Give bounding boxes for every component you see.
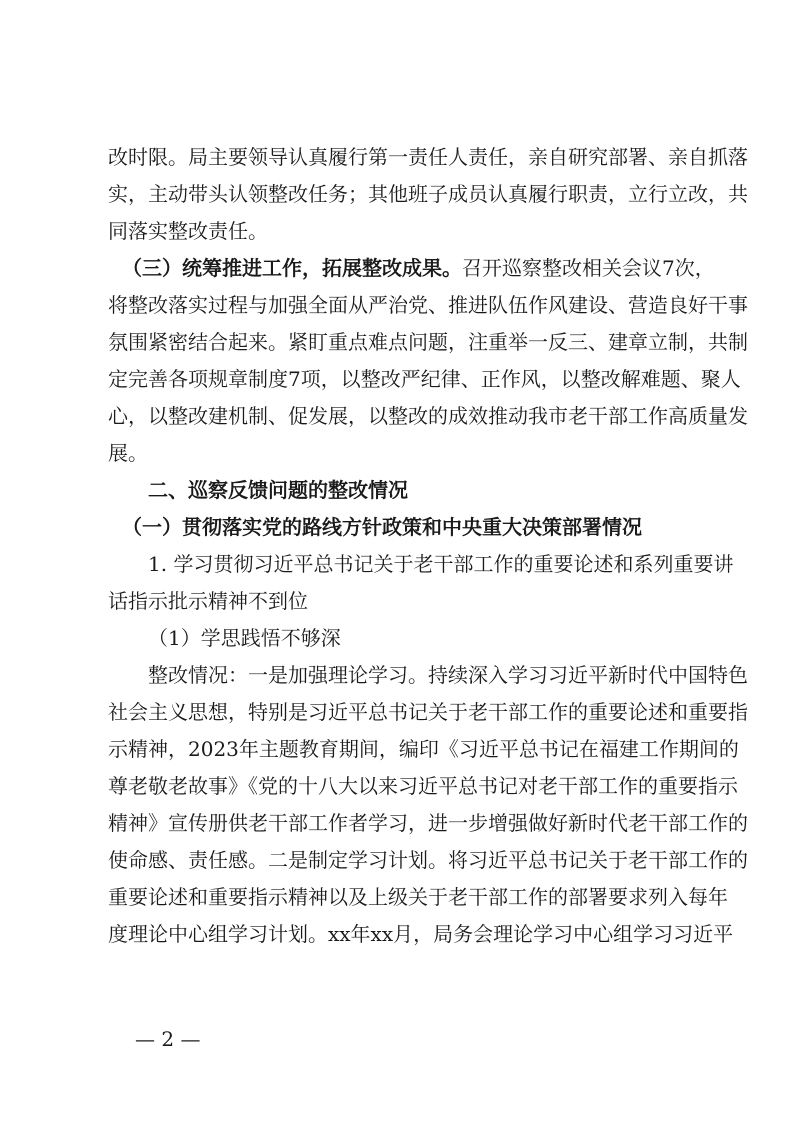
body-text-line: 示精神，2023年主题教育期间，编印《习近平总书记在福建工作期间的 (108, 737, 739, 761)
body-text-line: 定完善各项规章制度7项，以整改严纪律、正作风，以整改解难题、聚人 (108, 367, 741, 391)
body-text-line: 重要论述和重要指示精神以及上级关于老干部工作的部署要求列入每年 (108, 885, 728, 909)
sub-item-heading: （1）学思践悟不够深 (148, 626, 341, 650)
section-paragraph-3 (122, 250, 715, 287)
body-text-line: 改时限。局主要领导认真履行第一责任人责任，亲自研究部署、亲自抓落 (108, 145, 748, 169)
body-text-line: 度理论中心组学习计划。xx年xx月，局务会理论学习中心组学习习近平 (108, 922, 734, 946)
body-text-line: 精神》宣传册供老干部工作者学习，进一步增强做好新时代老干部工作的 (108, 811, 748, 835)
section-heading-2: 二、巡察反馈问题的整改情况 (148, 478, 408, 502)
body-text-line: 展。 (108, 441, 148, 465)
body-text-line: 将整改落实过程与加强全面从严治党、推进队伍作风建设、营造良好干事 (108, 293, 748, 317)
body-text-line: 整改情况：一是加强理论学习。持续深入学习习近平新时代中国特色 (148, 663, 748, 687)
body-text-line: 社会主义思想，特别是习近平总书记关于老干部工作的重要论述和重要指 (108, 700, 748, 724)
subheading-1: （一）贯彻落实党的路线方针政策和中央重大决策部署情况 (122, 515, 642, 539)
body-text-line: 使命感、责任感。二是制定学习计划。将习近平总书记关于老干部工作的 (108, 848, 748, 872)
subheading-3: （三）统筹推进工作，拓展整改成果。 (122, 256, 462, 280)
body-text-line: 心，以整改建机制、促发展，以整改的成效推动我市老干部工作高质量发 (108, 404, 748, 428)
body-text-line: 同落实整改责任。 (108, 219, 268, 243)
body-text: 召开巡察整改相关会议7次， (462, 256, 715, 280)
item-heading-line: 话指示批示精神不到位 (108, 589, 308, 613)
body-text-line: 氛围紧密结合起来。紧盯重点难点问题，注重举一反三、建章立制，共制 (108, 330, 748, 354)
body-text-line: 尊老敬老故事》《党的十八大以来习近平总书记对老干部工作的重要指示 (108, 774, 738, 798)
item-heading-line: 1. 学习贯彻习近平总书记关于老干部工作的重要论述和系列重要讲 (148, 552, 734, 576)
page-number: — 2 — (135, 1027, 201, 1051)
body-text-line: 实，主动带头认领整改任务；其他班子成员认真履行职责，立行立改，共 (108, 182, 748, 206)
